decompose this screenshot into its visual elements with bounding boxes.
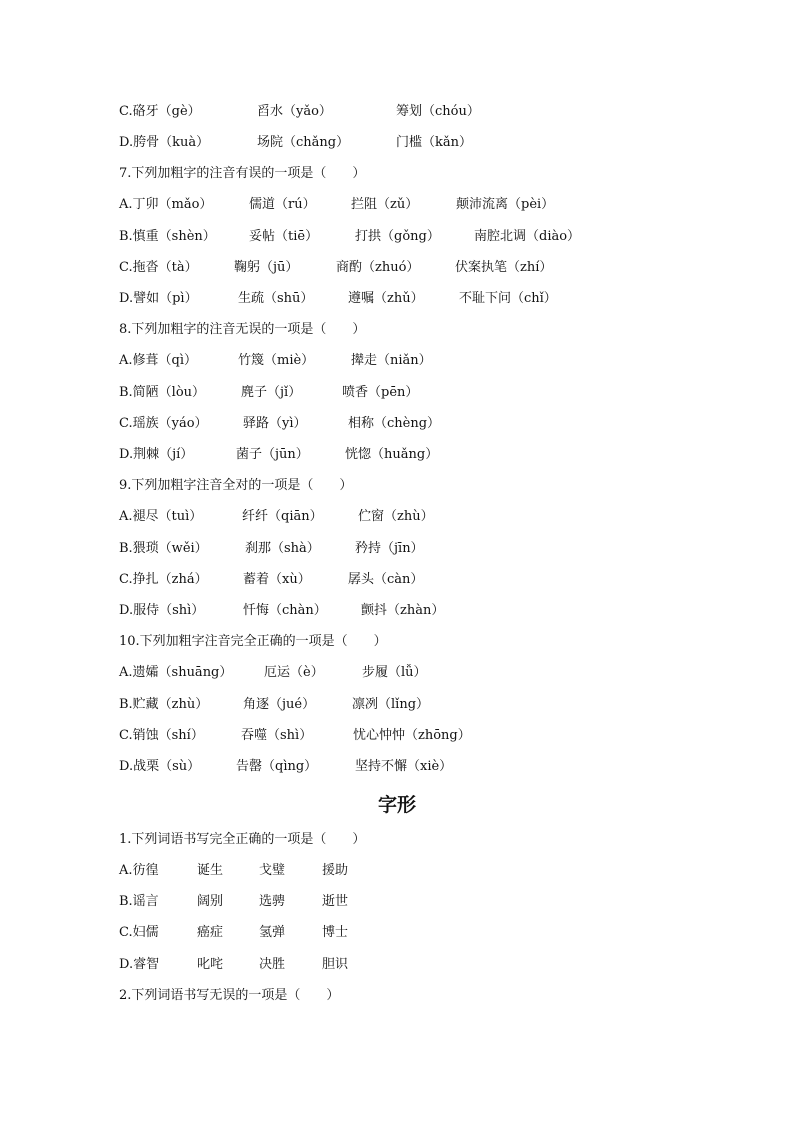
q7-a-item-1: A.丁卯（mǎo） [119,197,213,212]
q8-b-item-2: 麂子（jǐ） [241,385,302,400]
q6-c-item-1: C.硌牙（gè） [119,104,201,119]
q7-b-item-4: 南腔北调（diào） [474,229,581,244]
q8-c-item-1: C.瑶族（yáo） [119,416,208,431]
q8-b-item-3: 喷香（pēn） [342,385,419,400]
q6-c-item-2: 舀水（yǎo） [257,104,332,119]
q7-d-item-3: 遵嘱（zhǔ） [348,291,424,306]
q8-b-item-1: B.简陋（lòu） [119,385,206,400]
q9-stem: 9.下列加粗字注音全对的一项是（ ） [119,478,353,493]
q10-d-item-3: 坚持不懈（xiè） [355,759,453,774]
q10-b-item-3: 凛冽（lǐng） [352,697,430,712]
q10-a-item-2: 厄运（è） [264,665,324,680]
q7-b-item-3: 打拱（gǒng） [355,229,440,244]
glyph-q1-d-word-1: D.睿智 [119,957,160,972]
glyph-q1-a-word-2: 诞生 [197,863,224,878]
q10-a-item-3: 步履（lǚ） [362,665,427,680]
q8-c-item-2: 驿路（yì） [243,416,307,431]
q9-b-item-2: 刹那（shà） [245,541,320,556]
glyph-q1-c-word-4: 博士 [322,925,349,940]
q6-d-item-3: 门槛（kǎn） [396,135,473,150]
q9-b-item-3: 矜持（jīn） [355,541,424,556]
q10-d-item-2: 告罄（qìng） [236,759,318,774]
q7-b-item-2: 妥帖（tiē） [249,229,319,244]
q10-c-item-2: 吞噬（shì） [241,728,313,743]
q9-a-item-1: A.褪尽（tuì） [119,509,203,524]
glyph-q1-b-word-3: 选骋 [259,894,286,909]
glyph-q1-c-word-2: 癌症 [197,925,224,940]
q7-b-item-1: B.慎重（shèn） [119,229,216,244]
glyph-q1-a-word-1: A.彷徨 [119,863,159,878]
glyph-q1-b-word-1: B.谣言 [119,894,159,909]
q10-c-item-1: C.销蚀（shí） [119,728,204,743]
q10-c-item-3: 忧心忡忡（zhōng） [353,728,471,743]
q9-b-item-1: B.猥琐（wěi） [119,541,208,556]
q7-c-item-3: 商酌（zhuó） [336,260,420,275]
glyph-q1-b-word-4: 逝世 [322,894,349,909]
q9-d-item-1: D.服侍（shì） [119,603,205,618]
q7-c-item-4: 伏案执笔（zhí） [455,260,553,275]
glyph-q1-c-word-1: C.妇儒 [119,925,159,940]
glyph-q1-d-word-2: 叱咤 [197,957,224,972]
q7-c-item-2: 鞠躬（jū） [234,260,299,275]
q6-d-item-2: 场院（chǎng） [257,135,350,150]
q8-a-item-1: A.修葺（qì） [119,353,198,368]
glyph-q1-a-word-4: 援助 [322,863,349,878]
q9-c-item-3: 孱头（càn） [348,572,424,587]
glyph-q1-a-word-3: 戈璧 [259,863,286,878]
glyph-q1-c-word-3: 氢弹 [259,925,286,940]
q7-a-item-4: 颠沛流离（pèi） [456,197,555,212]
q10-a-item-1: A.遗孀（shuāng） [119,665,233,680]
q8-stem: 8.下列加粗字的注音无误的一项是（ ） [119,322,366,337]
q8-d-item-1: D.荆棘（jí） [119,447,194,462]
q10-b-item-1: B.贮藏（zhù） [119,697,209,712]
glyph-q2-stem: 2.下列词语书写无误的一项是（ ） [119,988,340,1003]
q10-stem: 10.下列加粗字注音完全正确的一项是（ ） [119,634,387,649]
q7-c-item-1: C.拖沓（tà） [119,260,198,275]
q8-a-item-3: 撵走（niǎn） [351,353,432,368]
glyph-q1-d-word-4: 胆识 [322,957,349,972]
q8-a-item-2: 竹篾（miè） [238,353,315,368]
q9-c-item-1: C.挣扎（zhá） [119,572,208,587]
q9-a-item-2: 纤纤（qiān） [242,509,323,524]
section-title-glyph: 字形 [377,794,416,816]
glyph-q1-b-word-2: 阔别 [197,894,224,909]
q9-a-item-3: 伫窗（zhù） [358,509,434,524]
q7-d-item-1: D.譬如（pì） [119,291,198,306]
q7-d-item-2: 生疏（shū） [238,291,314,306]
q10-b-item-2: 角逐（jué） [243,697,316,712]
q7-a-item-2: 儒道（rú） [249,197,316,212]
q7-d-item-4: 不耻下问（chǐ） [459,291,557,306]
glyph-q1-stem: 1.下列词语书写完全正确的一项是（ ） [119,832,366,847]
q9-d-item-3: 颤抖（zhàn） [361,603,445,618]
glyph-q1-d-word-3: 决胜 [259,957,286,972]
q10-d-item-1: D.战栗（sù） [119,759,201,774]
q8-c-item-3: 相称（chèng） [348,416,441,431]
q7-a-item-3: 拦阻（zǔ） [351,197,419,212]
q7-stem: 7.下列加粗字的注音有误的一项是（ ） [119,166,366,181]
q9-d-item-2: 忏悔（chàn） [243,603,327,618]
q6-d-item-1: D.胯骨（kuà） [119,135,210,150]
q6-c-item-3: 筹划（chóu） [396,104,480,119]
q9-c-item-2: 蓄着（xù） [243,572,311,587]
q8-d-item-2: 菌子（jūn） [236,447,309,462]
q8-d-item-3: 恍惚（huǎng） [345,447,439,462]
